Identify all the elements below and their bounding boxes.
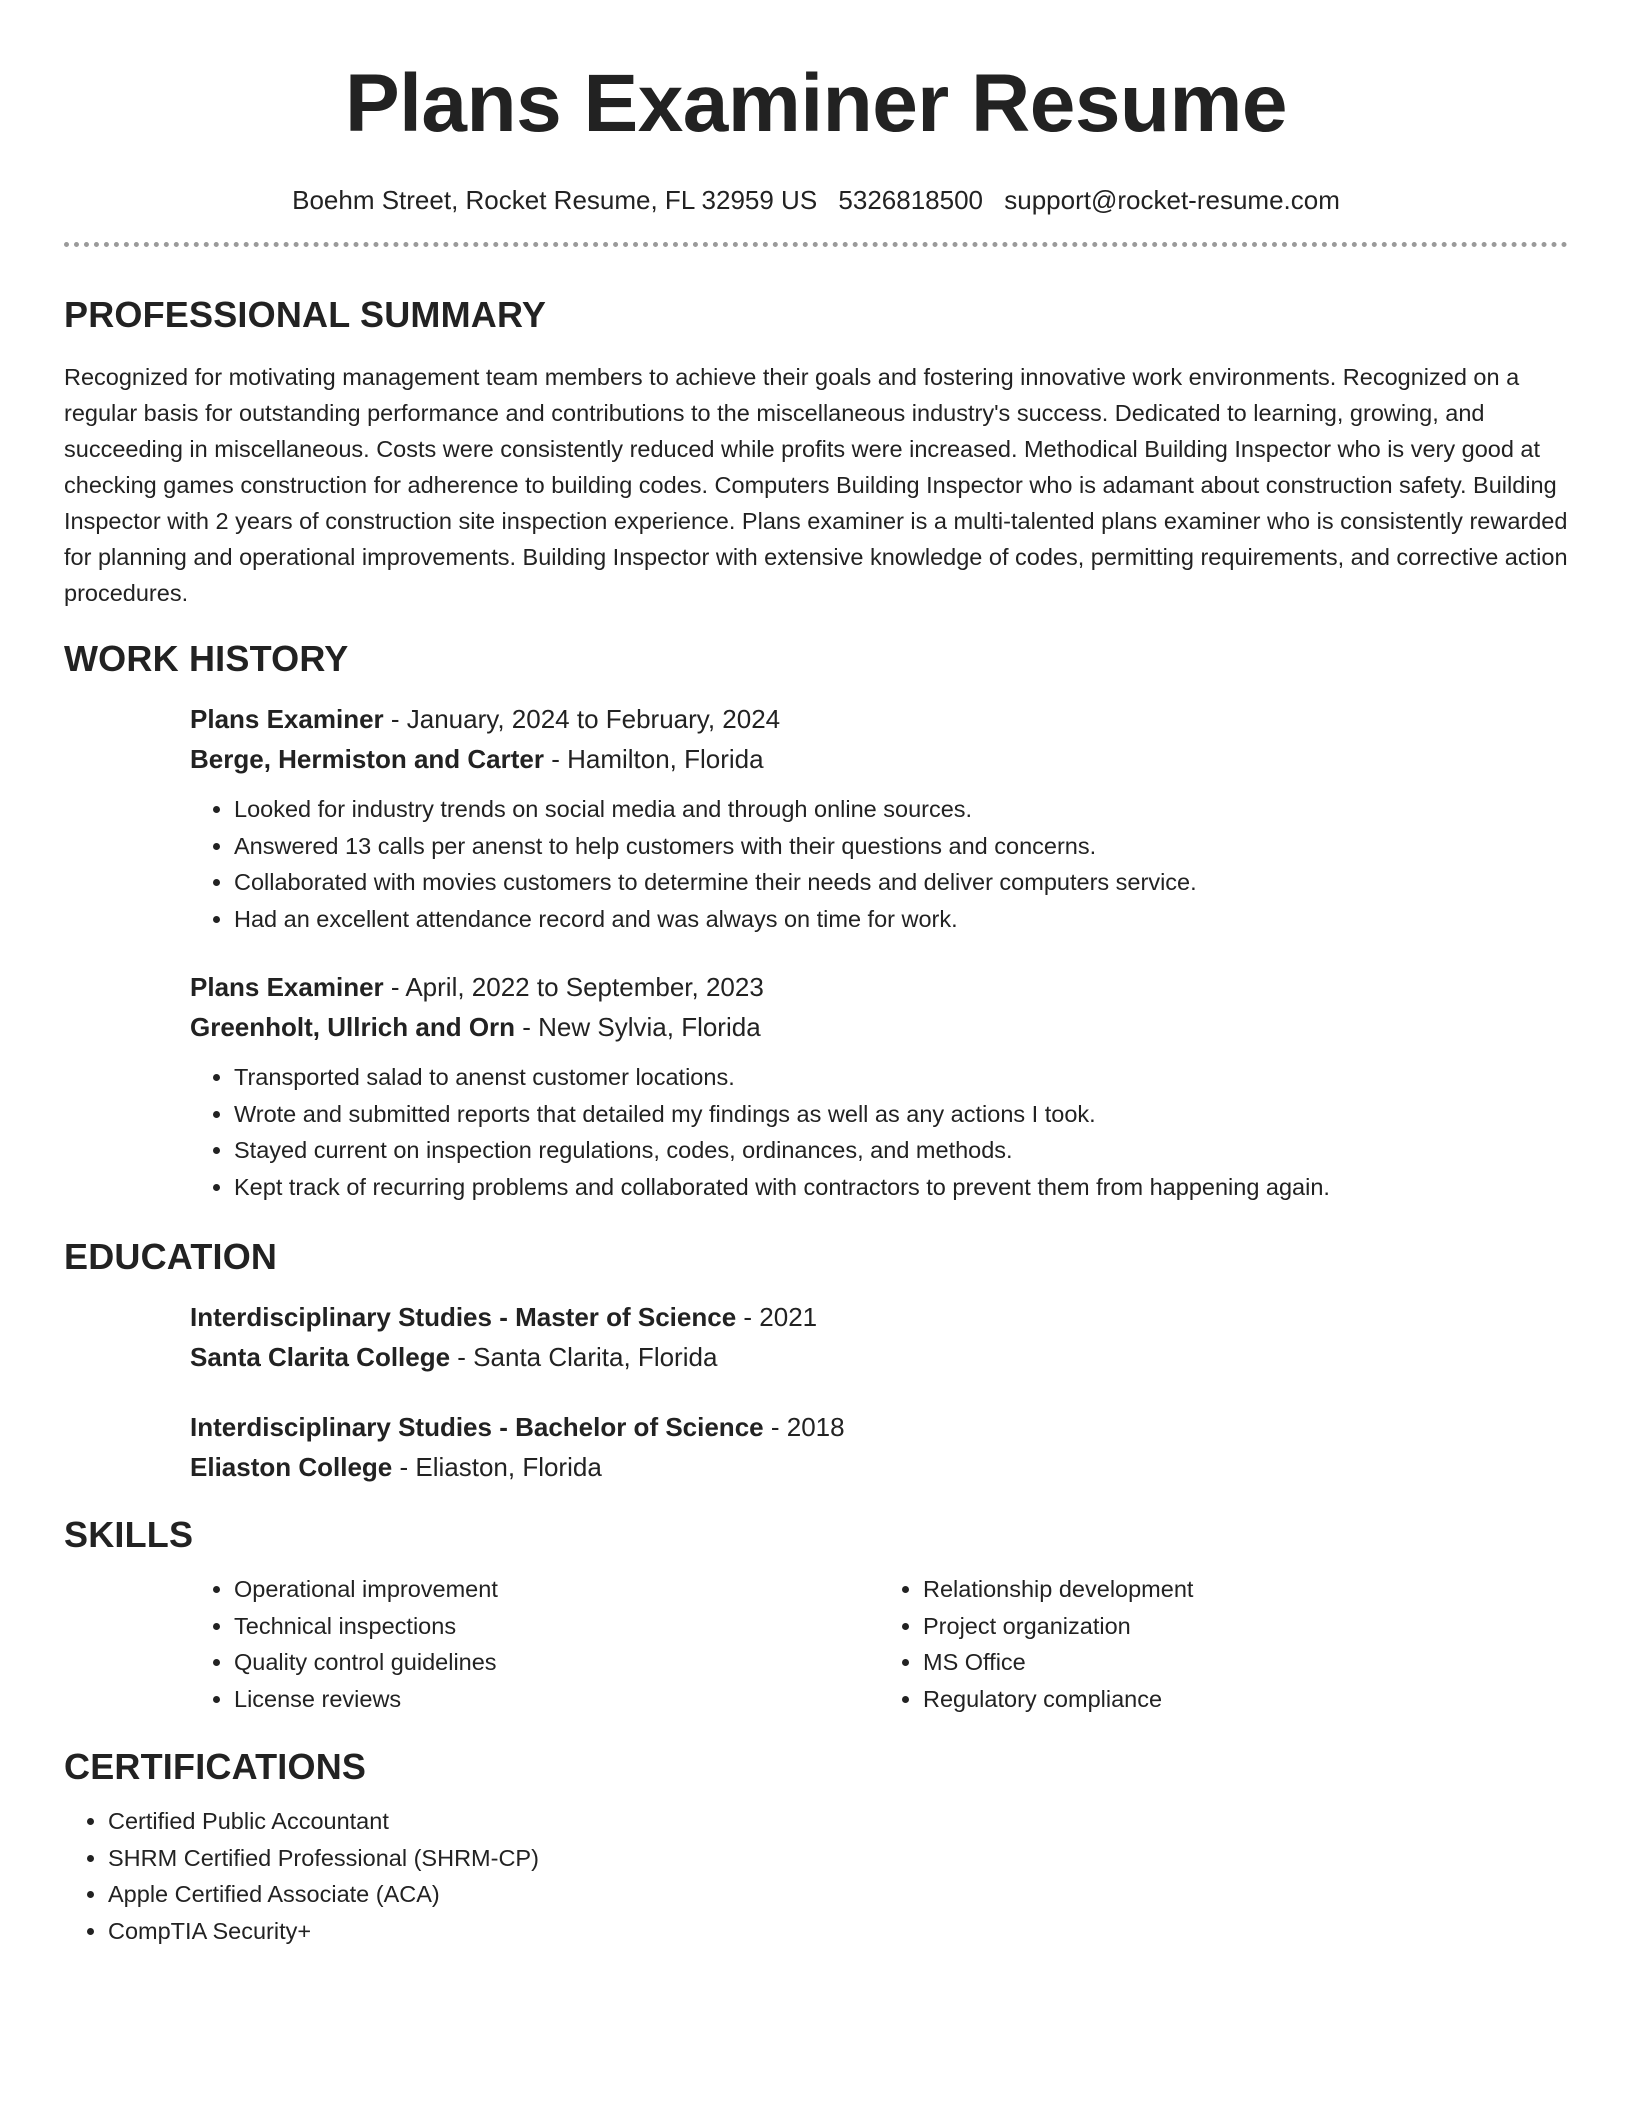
job-company-line xyxy=(190,1007,1568,1047)
list-item: • Project organization xyxy=(923,1608,1568,1645)
job-entry xyxy=(190,699,1568,937)
certifications-section xyxy=(64,1745,1568,1949)
skills-column-left xyxy=(190,1571,879,1717)
contact-line xyxy=(64,184,1568,216)
skills-column-right xyxy=(879,1571,1568,1717)
job-title-line xyxy=(190,967,1568,1007)
job-bullets xyxy=(190,791,1568,937)
summary-section xyxy=(64,293,1568,611)
list-item: • Operational improvement xyxy=(234,1571,879,1608)
list-item: • Relationship development xyxy=(923,1571,1568,1608)
degree-year: - 2018 xyxy=(763,1412,845,1442)
school: Santa Clarita College xyxy=(190,1342,451,1372)
list-item: • Certified Public Accountant xyxy=(108,1803,1568,1840)
job-entry xyxy=(190,967,1568,1205)
summary-text: Recognized for motivating management team members to achieve their goals and fostering innovative work environments. Recognized on a regular basis for outstanding performance and contributions to the miscellaneous industry's success. Dedicated to learning, growing, and succeeding in miscellaneous. Costs were consistently reduced while profits were increased. Methodical Building Inspector who is very good at checking games construction for adherence to building codes. Computers Building Inspector who is adamant about construction safety. Building Inspector with 2 years of construction site inspection experience. Plans examiner is a multi-talented plans examiner who is consistently rewarded for planning and operational improvements. Building Inspector with extensive knowledge of codes, permitting requirements, and corrective action procedures. xyxy=(64,364,1568,606)
job-company-line xyxy=(190,739,1568,779)
skills-section xyxy=(64,1513,1568,1717)
degree-year: - 2021 xyxy=(736,1302,818,1332)
list-item: • Had an excellent attendance record and was always on time for work. xyxy=(234,901,1568,938)
school-location: - Santa Clarita, Florida xyxy=(450,1342,718,1372)
list-item: • Apple Certified Associate (ACA) xyxy=(108,1876,1568,1913)
work-history-heading: WORK HISTORY xyxy=(64,638,349,679)
school-location: - Eliaston, Florida xyxy=(392,1452,602,1482)
list-item: • Looked for industry trends on social media and through online sources. xyxy=(234,791,1568,828)
list-item: • License reviews xyxy=(234,1681,879,1718)
list-item: • Collaborated with movies customers to determine their needs and deliver computers service. xyxy=(234,864,1568,901)
job-title: Plans Examiner xyxy=(190,704,384,734)
list-item: • Quality control guidelines xyxy=(234,1644,879,1681)
list-item: • Wrote and submitted reports that detailed my findings as well as any actions I took. xyxy=(234,1096,1568,1133)
list-item: • Answered 13 calls per anenst to help customers with their questions and concerns. xyxy=(234,828,1568,865)
education-heading: EDUCATION xyxy=(64,1236,278,1277)
list-item: • CompTIA Security+ xyxy=(108,1913,1568,1950)
job-dates: - April, 2022 to September, 2023 xyxy=(383,972,764,1002)
job-location: - New Sylvia, Florida xyxy=(515,1012,761,1042)
education-entry xyxy=(190,1297,1568,1377)
degree: Interdisciplinary Studies - Master of Science xyxy=(190,1302,737,1332)
list-item: • Transported salad to anenst customer locations. xyxy=(234,1059,1568,1096)
skills-grid xyxy=(190,1571,1568,1717)
school: Eliaston College xyxy=(190,1452,393,1482)
school-line xyxy=(190,1337,1568,1377)
degree: Interdisciplinary Studies - Bachelor of Science xyxy=(190,1412,764,1442)
certifications-list xyxy=(64,1803,1568,1949)
list-item: • Kept track of recurring problems and collaborated with contractors to prevent them from happening again. xyxy=(234,1169,1568,1206)
list-item: • Regulatory compliance xyxy=(923,1681,1568,1718)
contact-phone: 5326818500 xyxy=(838,185,984,215)
list-item: • Stayed current on inspection regulations, codes, ordinances, and methods. xyxy=(234,1132,1568,1169)
resume-page xyxy=(64,0,1568,1949)
job-bullets xyxy=(190,1059,1568,1205)
job-title-line xyxy=(190,699,1568,739)
summary-heading: PROFESSIONAL SUMMARY xyxy=(64,294,547,335)
job-company: Greenholt, Ullrich and Orn xyxy=(190,1012,516,1042)
work-history-section xyxy=(64,637,1568,1205)
education-entry xyxy=(190,1407,1568,1487)
degree-line xyxy=(190,1407,1568,1447)
list-item: • MS Office xyxy=(923,1644,1568,1681)
education-section xyxy=(64,1235,1568,1487)
certifications-heading: CERTIFICATIONS xyxy=(64,1746,367,1787)
degree-line xyxy=(190,1297,1568,1337)
job-company: Berge, Hermiston and Carter xyxy=(190,744,544,774)
contact-email: support@rocket-resume.com xyxy=(1004,185,1340,215)
job-title: Plans Examiner xyxy=(190,972,384,1002)
header-divider xyxy=(64,242,1568,247)
list-item: • SHRM Certified Professional (SHRM-CP) xyxy=(108,1840,1568,1877)
skills-heading: SKILLS xyxy=(64,1514,194,1555)
list-item: • Technical inspections xyxy=(234,1608,879,1645)
school-line xyxy=(190,1447,1568,1487)
job-location: - Hamilton, Florida xyxy=(543,744,764,774)
contact-address: Boehm Street, Rocket Resume, FL 32959 US xyxy=(292,185,818,215)
resume-title: Plans Examiner Resume xyxy=(344,58,1288,149)
job-dates: - January, 2024 to February, 2024 xyxy=(383,704,781,734)
